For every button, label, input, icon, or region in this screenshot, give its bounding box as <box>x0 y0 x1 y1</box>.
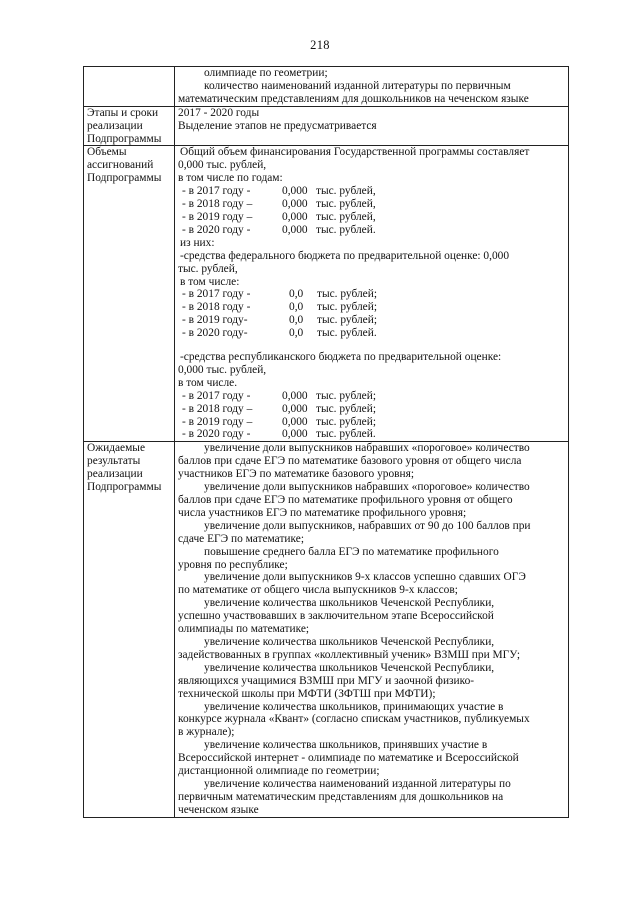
year-value: 0,0 <box>289 327 304 340</box>
year-unit: тыс. рублей; <box>316 402 376 415</box>
year-unit: тыс. рублей; <box>317 301 377 314</box>
table-row-funding <box>84 146 569 442</box>
label-line: результаты <box>87 455 141 468</box>
year-year: - в 2019 году – <box>182 415 253 428</box>
funding-intro: Общий объем финансирования Государственной программы составляет <box>180 146 530 159</box>
result-line: увеличение доли выпускников 9-х классов успешно сдавших ОГЭ <box>204 571 526 584</box>
year-amount-row <box>178 224 566 237</box>
text-line: 2017 - 2020 годы <box>178 106 260 119</box>
year-amount-row <box>178 211 566 224</box>
label-line: реализации <box>87 468 143 481</box>
year-year: - в 2017 году - <box>182 288 251 301</box>
result-line: увеличение количества школьников, принявших участие в <box>204 739 488 752</box>
subprogram-passport-table <box>83 66 569 818</box>
result-line: успешно участвовавших в заключительном этапе Всероссийской <box>178 610 494 623</box>
year-year: - в 2019 году- <box>182 314 248 327</box>
year-value: 0,000 <box>282 210 308 223</box>
year-amount-row <box>178 416 566 429</box>
result-line: увеличение количества школьников Чеченской Республики, <box>204 661 495 674</box>
funding-total: 0,000 тыс. рублей, <box>178 159 267 172</box>
year-year: - в 2020 году- <box>182 327 248 340</box>
label-cell-empty <box>84 67 175 107</box>
text-line: олимпиаде по геометрии; <box>204 67 328 79</box>
result-line: увеличение количества школьников Чеченской Республики, <box>204 597 495 610</box>
year-value: 0,0 <box>289 301 304 314</box>
text-line: количество наименований изданной литературы по первичным <box>204 79 511 92</box>
result-line: увеличение количества школьников Чеченской Республики, <box>204 635 495 648</box>
table-row-results <box>84 442 569 817</box>
year-unit: тыс. рублей; <box>317 314 377 327</box>
label-cell-results <box>84 442 175 817</box>
result-line: увеличение доли выпускников набравших «пороговое» количество <box>204 481 530 494</box>
years-federal-list <box>178 288 566 340</box>
text-line: Выделение этапов не предусматривается <box>178 119 377 132</box>
result-line: конкурсе журнала «Квант» (согласно спискам участников, публикуемых <box>178 713 530 726</box>
federal-including: в том числе: <box>180 275 240 288</box>
year-unit: тыс. рублей. <box>316 223 376 236</box>
year-value: 0,000 <box>282 223 308 236</box>
label-line: Ожидаемые <box>87 442 146 455</box>
result-line: чеченском языке <box>178 803 259 816</box>
years-republic-list <box>178 390 566 442</box>
result-line: увеличение количества школьников, принимающих участие в <box>204 700 504 713</box>
result-line: уровня по республике; <box>178 558 288 571</box>
result-line: в журнале); <box>178 726 235 739</box>
year-amount-row <box>178 428 566 441</box>
years-total-list <box>178 185 566 237</box>
table-row-continuation <box>84 67 569 107</box>
year-value: 0,000 <box>282 428 308 441</box>
label-line: Подпрограммы <box>87 132 162 145</box>
text-line: математическим представлениям для дошкольников на чеченском языке <box>178 92 529 105</box>
result-line: технической школы при МФТИ (ЗФТШ при МФТИ); <box>178 687 436 700</box>
year-unit: тыс. рублей. <box>317 327 377 340</box>
result-line: увеличение количества наименований изданной литературы по <box>204 777 511 790</box>
year-amount-row <box>178 403 566 416</box>
year-unit: тыс. рублей, <box>316 185 376 198</box>
result-line: сдаче ЕГЭ по математике; <box>178 532 304 545</box>
year-amount-row <box>178 301 566 314</box>
year-year: - в 2017 году - <box>182 389 251 402</box>
year-unit: тыс. рублей; <box>316 389 376 402</box>
result-line: первичным математическим представлениям для дошкольников на <box>178 790 504 803</box>
year-amount-row <box>178 288 566 301</box>
funding-of-them: из них: <box>180 236 215 249</box>
federal-intro: -средства федерального бюджета по предварительной оценке: 0,000 <box>180 249 510 262</box>
result-line: числа участников ЕГЭ по математике профильного уровня; <box>178 506 467 519</box>
year-year: - в 2020 году - <box>182 428 251 441</box>
year-value: 0,0 <box>289 288 304 301</box>
result-line: участников ЕГЭ по математике базового уровня; <box>178 468 415 481</box>
result-line: являющихся учащимися ВЗМШ при МГУ и заочной физико- <box>178 674 475 687</box>
result-line: дистанционной олимпиаде по геометрии; <box>178 765 380 778</box>
year-unit: тыс. рублей, <box>316 210 376 223</box>
year-value: 0,000 <box>282 415 308 428</box>
republic-intro: -средства республиканского бюджета по предварительной оценке: <box>180 351 502 364</box>
label-line: Подпрограммы <box>87 172 162 185</box>
year-year: - в 2019 году – <box>182 210 253 223</box>
republic-total: 0,000 тыс. рублей, <box>178 363 267 376</box>
year-year: - в 2018 году – <box>182 198 253 211</box>
republic-including: в том числе. <box>178 376 238 389</box>
result-line: увеличение доли выпускников набравших «пороговое» количество <box>204 442 530 455</box>
content-cell-stages <box>175 106 569 146</box>
federal-unit: тыс. рублей, <box>178 262 238 275</box>
year-value: 0,000 <box>282 185 308 198</box>
year-unit: тыс. рублей; <box>316 415 376 428</box>
result-line: повышение среднего балла ЕГЭ по математике профильного <box>204 545 499 558</box>
table-row-stages <box>84 106 569 146</box>
result-line: по математике от общего числа выпускников 9-х классов; <box>178 584 458 597</box>
year-amount-row <box>178 390 566 403</box>
year-value: 0,000 <box>282 389 308 402</box>
label-line: Подпрограммы <box>87 481 162 494</box>
year-value: 0,000 <box>282 402 308 415</box>
content-cell-continuation <box>175 67 569 107</box>
result-line: баллов при сдаче ЕГЭ по математике профильного уровня от общего <box>178 494 513 506</box>
year-amount-row <box>178 198 566 211</box>
year-amount-row <box>178 327 566 340</box>
year-amount-row <box>178 185 566 198</box>
year-unit: тыс. рублей. <box>316 428 376 441</box>
year-year: - в 2018 году – <box>182 402 253 415</box>
funding-by-years: в том числе по годам: <box>178 172 283 185</box>
label-line: реализации <box>87 119 143 132</box>
content-cell-funding <box>175 146 569 442</box>
year-year: - в 2020 году - <box>182 223 251 236</box>
label-cell-funding <box>84 146 175 442</box>
year-year: - в 2017 году - <box>182 185 251 198</box>
result-line: увеличение доли выпускников, набравших от 90 до 100 баллов при <box>204 519 531 532</box>
page-number: 218 <box>310 38 330 52</box>
content-cell-results <box>175 442 569 817</box>
result-line: задействованных в группах «коллективный ученик» ВЗМШ при МГУ; <box>178 648 521 661</box>
label-line: ассигнований <box>87 159 154 172</box>
year-year: - в 2018 году - <box>182 301 251 314</box>
result-line: баллов при сдаче ЕГЭ по математике базового уровня от общего числа <box>178 455 522 468</box>
result-line: олимпиады по математике; <box>178 623 310 636</box>
label-line: Этапы и сроки <box>87 106 159 119</box>
year-unit: тыс. рублей, <box>316 198 376 211</box>
year-unit: тыс. рублей; <box>317 288 377 301</box>
label-cell-stages <box>84 106 175 146</box>
year-amount-row <box>178 314 566 327</box>
label-line: Объемы <box>87 146 127 159</box>
year-value: 0,000 <box>282 198 308 211</box>
year-value: 0,0 <box>289 314 304 327</box>
result-line: Всероссийской интернет - олимпиаде по математике и Всероссийской <box>178 752 519 765</box>
